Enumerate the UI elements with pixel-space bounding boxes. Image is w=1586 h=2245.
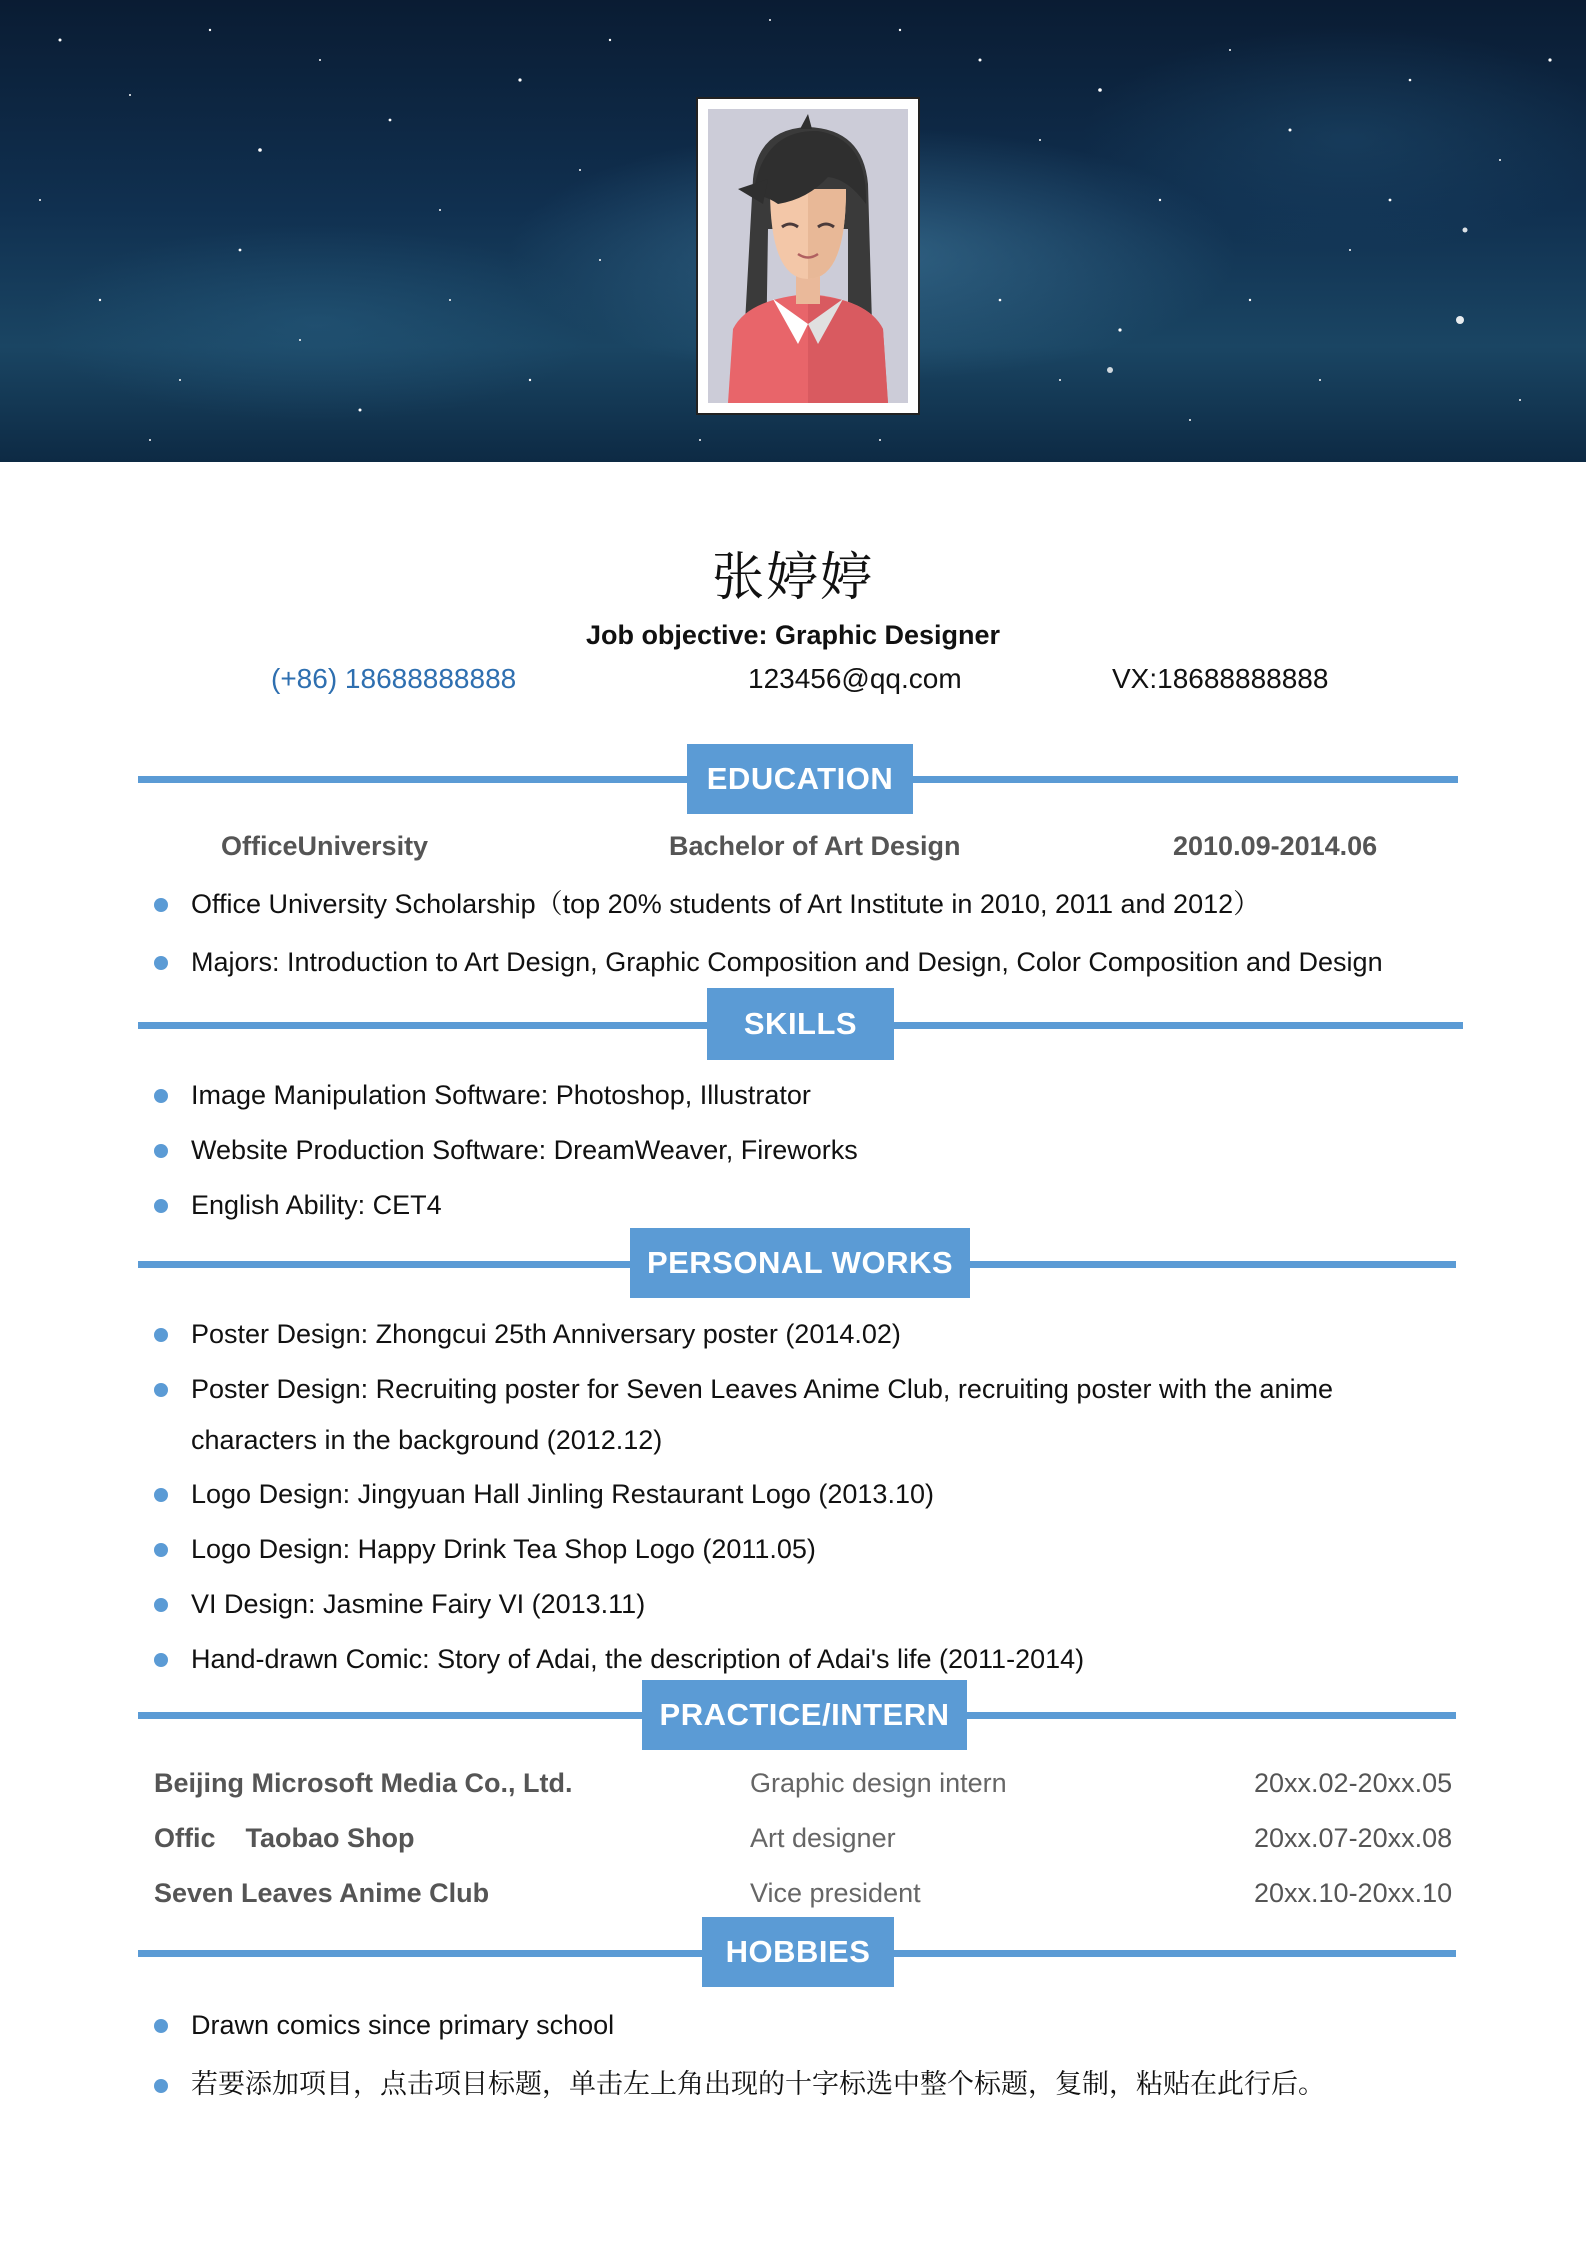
profile-photo xyxy=(696,97,920,415)
email-address[interactable]: 123456@qq.com xyxy=(748,663,962,694)
avatar-illustration xyxy=(708,109,908,403)
intern-company: Beijing Microsoft Media Co., Ltd. xyxy=(154,1768,573,1798)
bullet-dot xyxy=(154,898,168,912)
intern-heading: PRACTICE/INTERN xyxy=(642,1680,967,1750)
intern-role: Graphic design intern xyxy=(750,1768,1007,1798)
works-heading: PERSONAL WORKS xyxy=(630,1228,970,1298)
bullet-dot xyxy=(154,1598,168,1612)
bullet-dot xyxy=(154,1488,168,1502)
intern-period: 20xx.07-20xx.08 xyxy=(1254,1823,1453,1853)
education-heading: EDUCATION xyxy=(687,744,913,814)
bullet-dot xyxy=(154,1653,168,1667)
bullet-dot xyxy=(154,1328,168,1342)
candidate-name: 张婷婷 xyxy=(711,548,874,608)
phone-number[interactable]: (+86) 18688888888 xyxy=(271,663,517,694)
bullet-dot xyxy=(154,1543,168,1557)
intern-period: 20xx.02-20xx.05 xyxy=(1254,1768,1453,1798)
intern-company: Seven Leaves Anime Club xyxy=(154,1878,490,1908)
education-school: OfficeUniversity xyxy=(221,831,429,861)
bullet-dot xyxy=(154,2079,168,2093)
header-banner xyxy=(0,0,1586,462)
education-degree: Bachelor of Art Design xyxy=(669,831,961,861)
intern-role: Art designer xyxy=(750,1823,896,1853)
bullet-dot xyxy=(154,1089,168,1103)
intern-period: 20xx.10-20xx.10 xyxy=(1254,1878,1453,1908)
bullet-dot xyxy=(154,2019,168,2033)
wechat-id: VX:18688888888 xyxy=(1112,663,1329,694)
bullet-dot xyxy=(154,1199,168,1213)
bullet-dot xyxy=(154,1383,168,1397)
bullet-dot xyxy=(154,1144,168,1158)
job-objective: Job objective: Graphic Designer xyxy=(585,620,1001,650)
intern-role: Vice president xyxy=(750,1878,921,1908)
intern-company: Offic Taobao Shop xyxy=(154,1823,415,1853)
hobbies-heading: HOBBIES xyxy=(702,1917,894,1987)
skills-heading: SKILLS xyxy=(707,988,894,1060)
education-period: 2010.09-2014.06 xyxy=(1173,831,1378,861)
bullet-dot xyxy=(154,956,168,970)
